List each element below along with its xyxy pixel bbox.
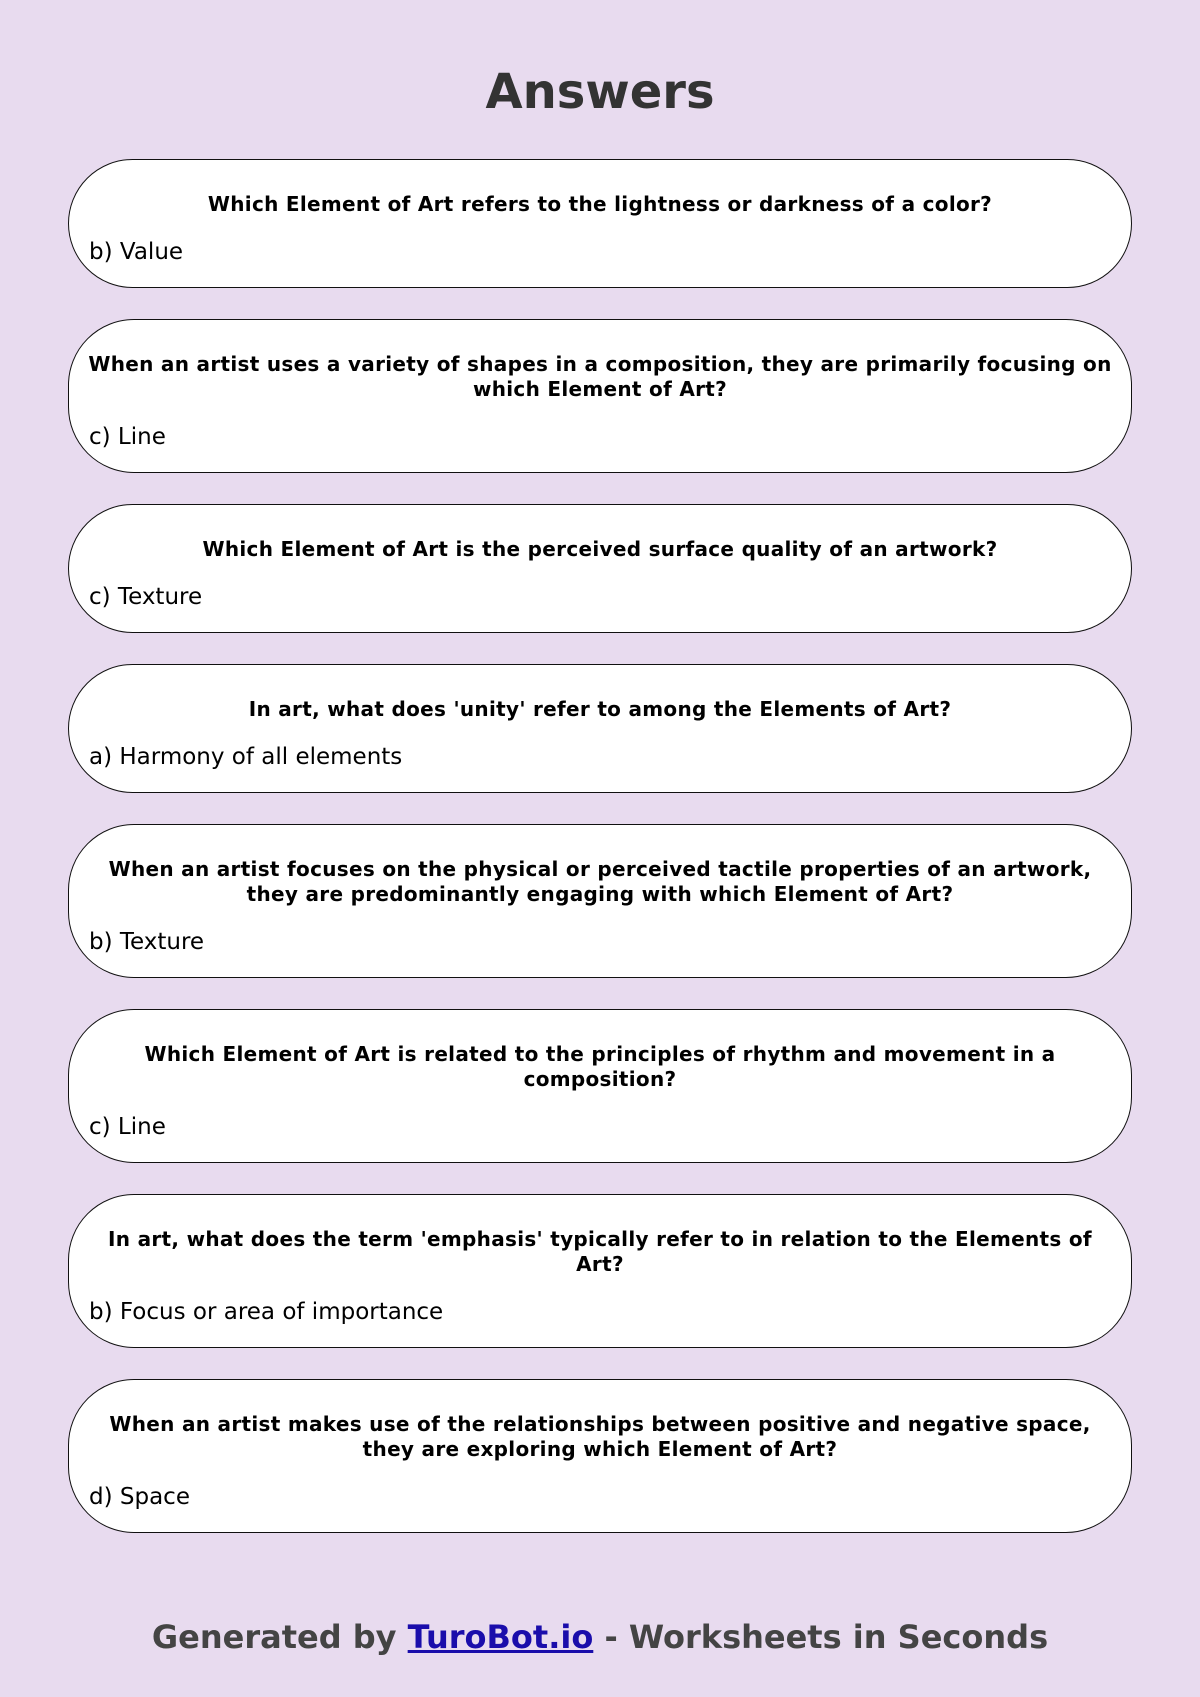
question-text: When an artist uses a variety of shapes in a composition, they are primarily focusing on which Element of Art?: [88, 352, 1112, 401]
answer-text: c) Line: [89, 424, 166, 450]
answer-text: b) Texture: [89, 929, 205, 955]
answer-text: b) Value: [89, 239, 184, 265]
question-text: Which Element of Art refers to the lightness or darkness of a color?: [207, 192, 993, 216]
question-text: In art, what does the term 'emphasis' typically refer to in relation to the Elements of Art?: [108, 1227, 1092, 1276]
footer-suffix: - Worksheets in Seconds: [593, 1618, 1049, 1656]
answer-card: [68, 159, 1132, 288]
answer-card: [68, 319, 1132, 473]
question-text: When an artist focuses on the physical or perceived tactile properties of an artwork, they are predominantly engaging with which Element of Art?: [108, 857, 1092, 906]
answer-text: a) Harmony of all elements: [89, 744, 403, 770]
answer-card: [68, 1194, 1132, 1348]
answer-card: [68, 664, 1132, 793]
answer-text: b) Focus or area of importance: [89, 1299, 444, 1325]
answer-card: [68, 1009, 1132, 1163]
question-text: Which Element of Art is the perceived surface quality of an artwork?: [202, 537, 998, 561]
answer-text: d) Space: [89, 1484, 190, 1510]
turobot-link[interactable]: TuroBot.io: [407, 1618, 594, 1656]
answer-card: [68, 1379, 1132, 1533]
answer-card: [68, 504, 1132, 633]
question-text: When an artist makes use of the relationships between positive and negative space, they are exploring which Element of Art?: [109, 1412, 1091, 1461]
answer-card: [68, 824, 1132, 978]
page-title: Answers: [485, 64, 715, 120]
answer-text: c) Texture: [89, 584, 203, 610]
footer: [0, 1617, 1200, 1657]
answer-list: [68, 159, 1132, 1564]
question-text: Which Element of Art is related to the principles of rhythm and movement in a composition?: [144, 1042, 1056, 1091]
footer-prefix: Generated by: [151, 1618, 408, 1656]
question-text: In art, what does 'unity' refer to among the Elements of Art?: [248, 697, 952, 721]
answer-text: c) Line: [89, 1114, 166, 1140]
